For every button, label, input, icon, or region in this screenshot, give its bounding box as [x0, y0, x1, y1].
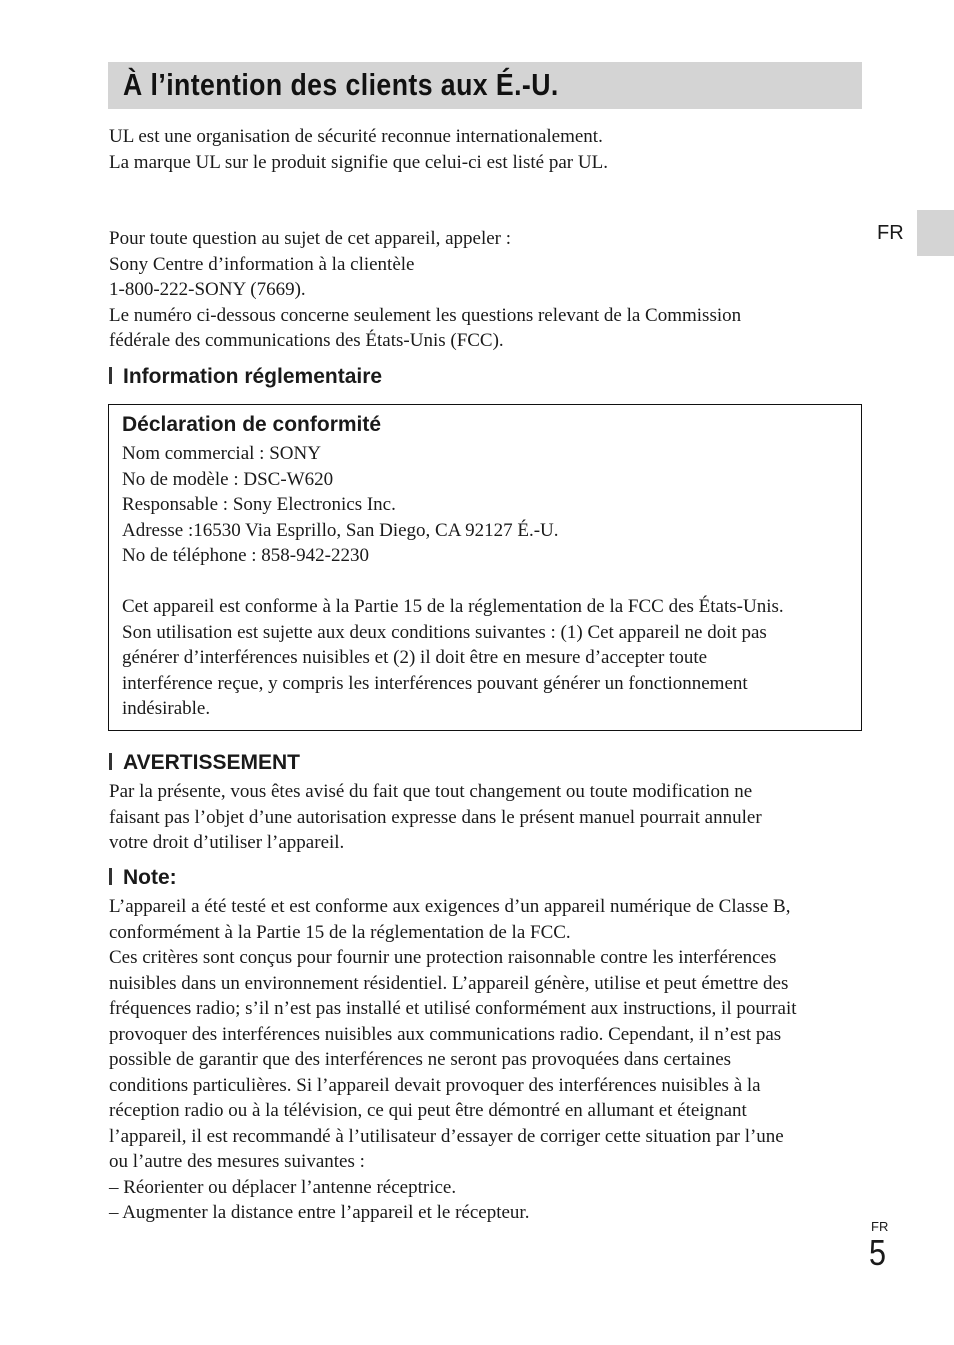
warning-line: faisant pas l’objet d’une autorisation expresse dans le présent manuel pourrait annuler: [109, 806, 762, 828]
compliance-line: indésirable.: [122, 698, 211, 719]
note-list-item: – Réorienter ou déplacer l’antenne réceptrice.: [109, 1176, 457, 1198]
page-title: À l’intention des clients aux É.-U.: [123, 67, 559, 102]
declaration-heading: Déclaration de conformité: [122, 413, 382, 436]
footer-language: FR: [871, 1219, 889, 1234]
page-number: 5: [869, 1232, 887, 1273]
declaration-box: [108, 404, 862, 731]
note-line: nuisibles dans un environnement résidentiel. L’appareil génère, utilise et peut émettre des: [109, 972, 789, 994]
declaration-detail: No de modèle : DSC-W620: [122, 468, 334, 490]
compliance-line: Son utilisation est sujette aux deux conditions suivantes : (1) Cet appareil ne doit pas: [122, 621, 767, 643]
note-line: Ces critères sont conçus pour fournir une protection raisonnable contre les interférences: [109, 947, 777, 968]
compliance-line: Cet appareil est conforme à la Partie 15 de la réglementation de la FCC des États-Unis.: [122, 596, 784, 617]
language-tab-label: FR: [877, 222, 904, 244]
heading-bar-marker: [109, 367, 112, 384]
contact-line: Sony Centre d’information à la clientèle: [109, 253, 415, 275]
declaration-detail: No de téléphone : 858-942-2230: [122, 545, 369, 566]
section-heading-text: AVERTISSEMENT: [123, 751, 300, 774]
compliance-line: interférence reçue, y compris les interférences pouvant générer un fonctionnement: [122, 672, 748, 694]
section-heading-regulatory: [109, 364, 382, 390]
contact-line: Le numéro ci-dessous concerne seulement les questions relevant de la Commission: [109, 304, 742, 326]
note-line: réception radio ou à la télévision, ce qui peut être démontré en allumant et éteignant: [109, 1100, 747, 1121]
contact-line: 1-800-222-SONY (7669).: [109, 279, 306, 300]
note-line: conformément à la Partie 15 de la réglementation de la FCC.: [109, 921, 571, 943]
note-line: conditions particulières. Si l’appareil devait provoquer des interférences nuisibles à la: [109, 1074, 761, 1096]
declaration-detail: Nom commercial : SONY: [122, 443, 321, 464]
warning-line: Par la présente, vous êtes avisé du fait que tout changement ou toute modification ne: [109, 781, 753, 802]
note-line: L’appareil a été testé et est conforme aux exigences d’un appareil numérique de Classe B,: [109, 896, 791, 917]
section-heading-text: Information réglementaire: [123, 365, 383, 388]
intro-line: La marque UL sur le produit signifie que celui-ci est listé par UL.: [109, 151, 608, 173]
compliance-line: générer d’interférences nuisibles et (2) il doit être en mesure d’accepter toute: [122, 647, 708, 668]
note-line: provoquer des interférences nuisibles aux communications radio. Cependant, il n’est pas: [109, 1023, 782, 1045]
heading-bar-marker: [109, 753, 112, 770]
heading-bar-marker: [109, 868, 112, 885]
language-tab-marker: [917, 210, 954, 256]
section-heading-warning: [109, 750, 300, 776]
section-heading-note: [109, 865, 177, 891]
section-heading-text: Note:: [123, 866, 177, 889]
page-title-band: [108, 62, 862, 109]
intro-line: UL est une organisation de sécurité reconnue internationalement.: [109, 126, 603, 147]
declaration-detail: Adresse :16530 Via Esprillo, San Diego, CA 92127 É.-U.: [122, 519, 559, 541]
declaration-detail: Responsable : Sony Electronics Inc.: [122, 494, 396, 515]
note-list-item: – Augmenter la distance entre l’appareil et le récepteur.: [109, 1202, 530, 1223]
warning-line: votre droit d’utiliser l’appareil.: [109, 832, 345, 853]
note-line: l’appareil, il est recommandé à l’utilisateur d’essayer de corriger cette situation par l’une: [109, 1125, 784, 1147]
contact-line: Pour toute question au sujet de cet appareil, appeler :: [109, 228, 512, 249]
note-line: possible de garantir que des interférences ne seront pas provoquées dans certaines: [109, 1049, 732, 1070]
note-line: ou l’autre des mesures suivantes :: [109, 1151, 365, 1172]
note-line: fréquences radio; s’il n’est pas installé et utilisé conformément aux instructions, il pourrait: [109, 998, 797, 1019]
contact-line: fédérale des communications des États-Unis (FCC).: [109, 330, 504, 351]
